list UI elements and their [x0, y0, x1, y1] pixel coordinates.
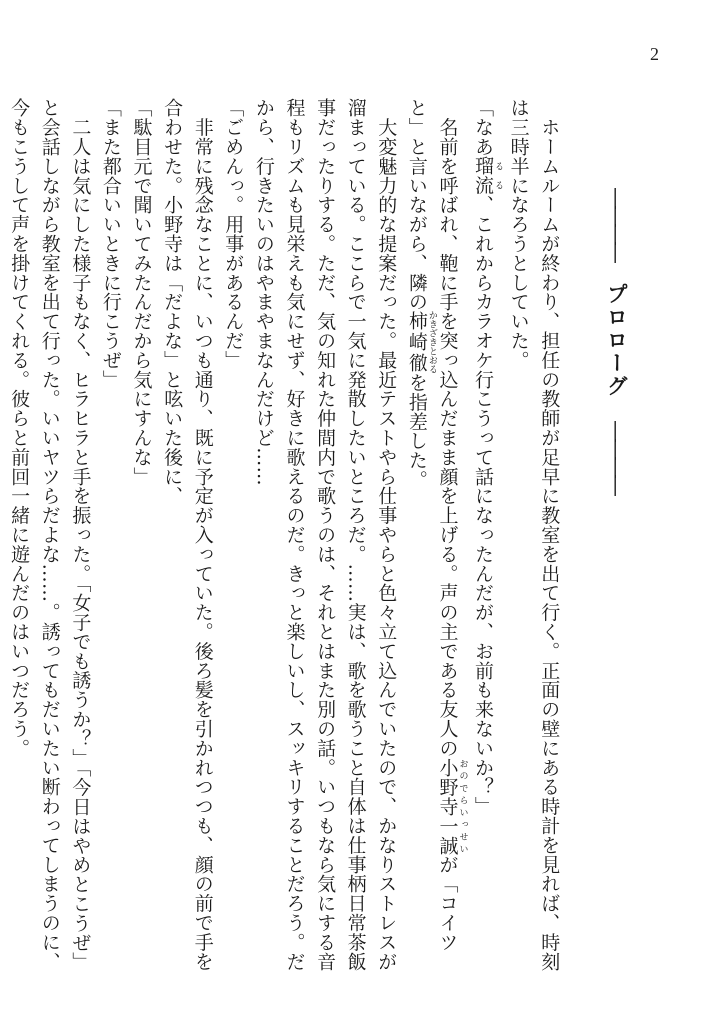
- title-rule-right: ――――: [604, 421, 629, 493]
- ruby-ruru-reading: るる: [493, 156, 504, 196]
- ruby-kakizaki-base: 柿崎徹: [405, 310, 428, 374]
- paragraph-2-text-a: 「なあ: [472, 98, 495, 157]
- paragraph-8: [95, 98, 126, 978]
- title-rule-left: ――――: [604, 188, 629, 260]
- novel-text-body: [8, 98, 668, 978]
- paragraph-7-text: 「駄目元で聞いてみたんだから気にすんな」: [130, 98, 153, 486]
- paragraph-1-text: ホームルームが終わり、担任の教師が足早に教室を出て行く。正面の壁にある時計を見れば、時刻は三時半になろうとしていた。: [507, 98, 561, 972]
- paragraph-3-text-b: が「コイツと」と言いながら、隣の: [405, 98, 459, 952]
- blank-line: [564, 98, 595, 978]
- ruby-onodera-reading: おのでらいっせい: [457, 757, 468, 855]
- paragraph-7: [126, 98, 157, 978]
- chapter-title: [601, 188, 632, 978]
- paragraph-4: [248, 98, 401, 978]
- paragraph-5-text: 「ごめんっ。用事があるんだ」: [222, 98, 245, 370]
- blank-line: [637, 98, 668, 978]
- ruby-kakizaki: [405, 310, 437, 374]
- ruby-onodera-base: 小野寺一誠: [436, 757, 459, 855]
- paragraph-3-text-c: を指差した。: [405, 372, 428, 490]
- paragraph-3: [401, 98, 467, 978]
- paragraph-6: [157, 98, 218, 978]
- ruby-onodera: [436, 757, 468, 855]
- paragraph-5: [218, 98, 249, 978]
- paragraph-9-text: 二人は気にした様子もなく、ヒラヒラと手を振った。「女子でも誘うか？」「今日はやめとこうぜ」と会話しながら教室を出て行った。いいヤツらだよな……。誘ってもだいたい断わってしまうのに、今もこうして声を掛けてくれる。彼らと前回一緒に遊んだのはいつだろう。: [8, 98, 92, 972]
- page-number: 2: [650, 44, 659, 64]
- paragraph-4-text: 大変魅力的な提案だった。最近テストやら仕事やらと色々立て込んでいたので、かなりストレスが溜まっている。ここらで一気に発散したいところだ。……実は、歌を歌うこと自体は仕事柄日常茶飯事だったりする。ただ、気の知れた仲間内で歌うのは、それとはまた別の話。いつもなら気にする音程もリズムも見栄えも気にせず、好きに歌えるのだ。きっと楽しいし、スッキリすることだろう。だから、行きたいのはやまやまなんだけど……: [252, 98, 398, 972]
- paragraph-6-text: 非常に残念なことに、いつも通り、既に予定が入っていた。後ろ髪を引かれつつも、顔の前で手を合わせた。小野寺は「だよな」と呟いた後に、: [161, 98, 214, 972]
- ruby-ruru-base: 瑠流: [472, 156, 495, 196]
- paragraph-3-text-a: 名前を呼ばれ、鞄に手を突っ込んだまま顔を上げる。声の主である友人の: [436, 117, 459, 758]
- paragraph-2-text-b: 、これからカラオケ行こうって話になったんだが、お前も来ないか？」: [472, 195, 495, 816]
- paragraph-9: [4, 98, 96, 978]
- ruby-ruru: [472, 156, 504, 196]
- paragraph-8-text: 「また都合いいときに行こうぜ」: [99, 98, 122, 389]
- chapter-title-text: プロローグ: [604, 283, 630, 398]
- paragraph-1: [503, 98, 564, 978]
- ruby-kakizaki-reading: かきざきとおる: [426, 310, 437, 374]
- paragraph-2: [467, 98, 503, 978]
